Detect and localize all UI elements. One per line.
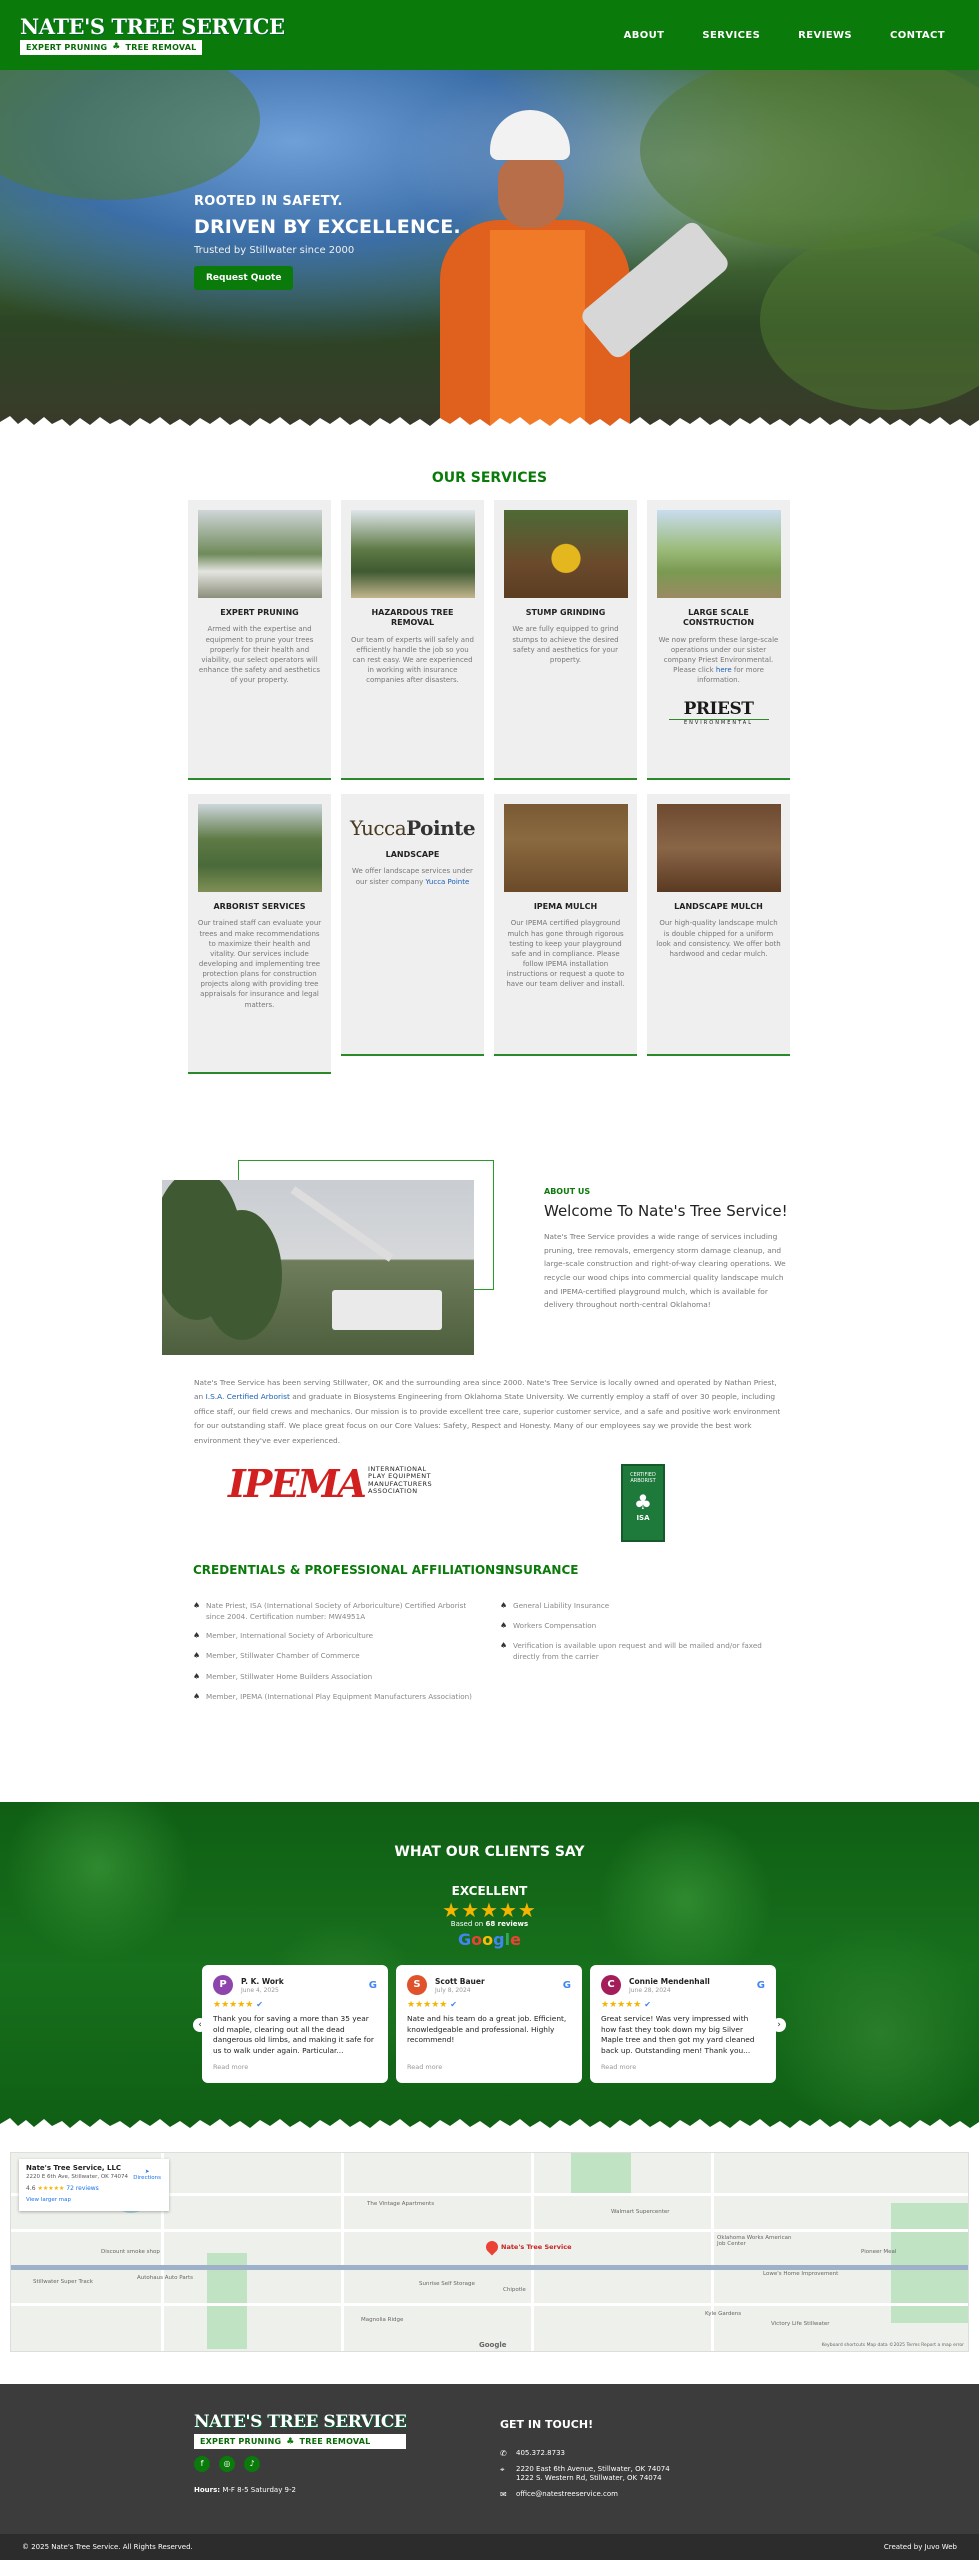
priest-logo-sub: ENVIRONMENTAL — [669, 719, 769, 726]
service-card-pruning[interactable] — [188, 500, 331, 780]
hero-banner — [0, 70, 979, 430]
about-title: Welcome To Nate's Tree Service! — [544, 1202, 788, 1220]
list-item: ♠ Member, IPEMA (International Play Equipment Manufacturers Association) — [193, 1691, 483, 1702]
google-icon: G — [368, 1979, 377, 1991]
isa-bottom-text: ISA — [636, 1514, 650, 1522]
site-footer — [0, 2384, 979, 2534]
map-place-card — [19, 2159, 169, 2211]
email-icon: ✉ — [500, 2489, 507, 2499]
map-road — [11, 2229, 969, 2232]
google-map-logo: Google — [479, 2341, 507, 2349]
map-pin-label: Nate's Tree Service — [501, 2243, 572, 2251]
read-more-link[interactable]: Read more — [601, 2063, 637, 2071]
service-card-arborist[interactable] — [188, 794, 331, 1074]
review-count — [0, 1920, 979, 1928]
about-history-text: Nate's Tree Service has been serving Stillwater, OK and the surrounding area since 2000. Nate's Tree Service is locally owned and operated by Nathan Priest, an — [194, 1378, 777, 1402]
map-park — [571, 2153, 631, 2193]
about-truck — [332, 1290, 442, 1330]
map-reviews-link[interactable]: 72 reviews — [66, 2185, 99, 2192]
nav-reviews[interactable]: REVIEWS — [798, 29, 853, 41]
service-card-removal[interactable] — [341, 500, 484, 780]
avatar: C — [601, 1975, 621, 1995]
hero-face — [498, 158, 564, 228]
footer-bottom-bar — [0, 2534, 979, 2560]
service-name: HAZARDOUS TREE REMOVAL — [371, 608, 454, 628]
credentials-title: CREDENTIALS & PROFESSIONAL AFFILIATIONS — [193, 1563, 504, 1577]
hero-text — [194, 194, 461, 290]
map-road — [711, 2153, 714, 2352]
list-item: ♠ General Liability Insurance — [500, 1600, 770, 1611]
read-more-link[interactable]: Read more — [213, 2063, 249, 2071]
stump-photo — [504, 510, 628, 598]
list-item: ♠ Member, International Society of Arboriculture — [193, 1630, 483, 1641]
about-bucket-truck-photo — [162, 1180, 474, 1355]
verified-icon: ✔ — [644, 2000, 651, 2009]
reviews-section — [0, 1802, 979, 2132]
service-card-landscape[interactable] — [341, 794, 484, 1056]
map-label: Victory Life Stillwater — [771, 2321, 830, 2327]
map-label: Autohaus Auto Parts — [137, 2275, 193, 2281]
review-text: Thank you for saving a more than 35 year old maple, clearing out all the dead dangerous old limbs, and making it safe for us to walk under again. Particular... — [213, 2014, 374, 2056]
google-letter: l — [504, 1930, 511, 1949]
service-card-landscape-mulch[interactable] — [647, 794, 790, 1056]
read-more-link[interactable]: Read more — [407, 2063, 443, 2071]
map-label: Chipotle — [503, 2287, 526, 2293]
reviews-title: WHAT OUR CLIENTS SAY — [394, 1844, 585, 1860]
address-line: 1222 S. Western Rd, Stillwater, OK 74074 — [516, 2474, 662, 2483]
service-name: IPEMA MULCH — [533, 902, 598, 911]
copyright: © 2025 Nate's Tree Service. All Rights Reserved. — [22, 2543, 193, 2551]
map-label: Walmart Supercenter — [611, 2209, 670, 2215]
ipema-logo — [228, 1462, 446, 1506]
google-letter: g — [493, 1930, 505, 1949]
google-map[interactable] — [10, 2152, 969, 2352]
google-icon: G — [756, 1979, 765, 1991]
isa-certified-arborist-logo — [621, 1464, 665, 1542]
reviewer-name: Scott Bauer — [435, 1976, 485, 1986]
pruning-photo — [198, 510, 322, 598]
map-place-name: Nate's Tree Service, LLC — [26, 2164, 122, 2172]
services-title: OUR SERVICES — [431, 470, 548, 486]
about-description: Nate's Tree Service provides a wide range of services including pruning, tree removals, emergency storm damage cleanup, and large-scale construction and right-of-way clearing operations. We recycle our wood chips into commercial quality landscape mulch and IPEMA-certified playground mulch, which is available for delivery throughout north-central Oklahoma! — [544, 1232, 786, 1310]
map-label: The Vintage Apartments — [367, 2201, 435, 2207]
google-letter: o — [482, 1930, 494, 1949]
service-card-stump[interactable] — [494, 500, 637, 780]
service-desc — [656, 635, 781, 686]
review-stars-icon: ★★★★★ ✔ — [213, 2000, 263, 2010]
review-text: Great service! Was very impressed with how fast they took down my big Silver Maple tree and then got my yard cleaned back up. Outstanding men! Thank you... — [601, 2014, 755, 2056]
service-desc: Armed with the expertise and equipment to prune your trees properly for their health and viability, our select operators will enhance the safety and aesthetics of your property. — [198, 625, 321, 685]
created-by-link[interactable]: Created by Juvo Web — [883, 2543, 957, 2551]
yucca-logo-word: Yucca — [350, 816, 407, 840]
google-letter: G — [458, 1930, 472, 1949]
google-icon: G — [562, 1979, 571, 1991]
list-item: ♠ Nate Priest, ISA (International Society of Arboriculture) Certified Arborist since 2004. Certification number: MW4951A — [193, 1600, 483, 1622]
address-text — [516, 2465, 670, 2483]
isa-top-text: CERTIFIED ARBORIST — [630, 1472, 656, 1484]
priest-environmental-logo[interactable] — [669, 699, 769, 726]
review-count-value: 68 reviews — [485, 1920, 529, 1928]
map-label: Magnolia Ridge — [361, 2317, 404, 2323]
site-logo[interactable] — [20, 13, 285, 55]
map-icon: ⌖ — [500, 2465, 505, 2475]
site-header — [0, 0, 979, 70]
about-boom — [291, 1186, 394, 1261]
map-label: Oklahoma Works American Job Center — [717, 2235, 792, 2247]
review-date: June 4, 2025 — [241, 1986, 279, 1994]
isa-arborist-link[interactable]: I.S.A. Certified Arborist — [205, 1392, 290, 1402]
phone-text: 405.372.8733 — [516, 2449, 565, 2457]
about-kicker: ABOUT US — [544, 1187, 591, 1196]
view-larger-map-link[interactable]: View larger map — [26, 2197, 71, 2203]
social-links — [194, 2456, 260, 2472]
ipema-wordmark: IPEMA — [228, 1461, 365, 1506]
insurance-title: INSURANCE — [500, 1563, 579, 1577]
grass-divider — [0, 416, 979, 432]
about-history-text: and graduate in Biosystems Engineering from Oklahoma State University. We currently employ a staff of over 30 people, including office staff, our field crews and mechanics. Our mission is to provide excellent tree care, superior customer service, and a safe and positive work environment for our outstanding staff. We place great focus on our Core Values: Safety, Respect and Honesty. Many of our employees say we provide the best work environment they've ever experienced. — [194, 1392, 781, 1445]
map-label: Pioneer Meal — [861, 2249, 897, 2255]
leaf-icon: ♣ — [112, 42, 121, 52]
hero-vest — [490, 230, 585, 430]
request-quote-button[interactable]: Request Quote — [194, 266, 293, 290]
hero-subtitle: Trusted by Stillwater since 2000 — [194, 245, 355, 256]
yucca-pointe-logo[interactable] — [350, 816, 475, 840]
logo-tagline-left: EXPERT PRUNING — [26, 42, 108, 52]
map-label: Sunrise Self Storage — [419, 2281, 475, 2287]
review-count-prefix: Based on — [450, 1920, 486, 1928]
map-place-rating — [26, 2185, 162, 2192]
google-letter: o — [471, 1930, 483, 1949]
logo-tagline — [20, 40, 202, 55]
service-desc: Our high-quality landscape mulch is double chipped for a uniform look and consistency. We offer both hardwood and cedar mulch. — [656, 919, 781, 958]
ipema-tagline-line: INTERNATIONAL — [368, 1465, 427, 1473]
leaf-icon: ♣ — [286, 2436, 295, 2447]
map-road — [341, 2153, 344, 2352]
service-name: EXPERT PRUNING — [220, 608, 299, 617]
review-stars-icon: ★★★★★ ✔ — [601, 2000, 651, 2010]
services-grid — [188, 500, 791, 1074]
service-desc-text: We offer landscape services under our sister company — [352, 867, 473, 886]
hours-label: Hours: — [194, 2486, 221, 2494]
review-stars-icon: ★★★★★ ✔ — [407, 2000, 457, 2010]
mulch-photo — [504, 804, 628, 892]
contact-list — [500, 2449, 670, 2506]
map-label: Lowe's Home Improvement — [763, 2271, 839, 2277]
main-nav — [624, 30, 945, 41]
map-place-address: 2220 E 6th Ave, Stillwater, OK 74074 — [26, 2174, 129, 2180]
google-logo — [0, 1930, 979, 1949]
nav-services[interactable]: SERVICES — [702, 29, 761, 41]
about-tree — [202, 1210, 282, 1340]
email-text: office@natestreeservice.com — [516, 2489, 618, 2498]
directions-icon: ➤ — [144, 2169, 150, 2175]
rating-stars-icon: ★★★★★ — [37, 2185, 65, 2192]
grass-divider — [0, 2118, 979, 2134]
nav-about[interactable]: ABOUT — [623, 29, 665, 41]
avatar: P — [213, 1975, 233, 1995]
insurance-list — [500, 1600, 770, 1663]
map-label: Stillwater Super Track — [33, 2279, 93, 2285]
service-card-ipema-mulch[interactable] — [494, 794, 637, 1056]
footer-logo[interactable] — [194, 2414, 406, 2449]
review-date: June 28, 2024 — [629, 1986, 671, 1994]
hero-title: DRIVEN BY EXCELLENCE. — [194, 216, 461, 238]
avatar: S — [407, 1975, 427, 1995]
service-desc: Our trained staff can evaluate your trees and make recommendations to maximize their health and vitality. Our services include developing and implementing tree protection plans for construction projects along with providing tree appraisals for insurance and legal matters. — [197, 919, 322, 1009]
logo-tagline — [194, 2434, 406, 2449]
map-road — [11, 2303, 969, 2306]
list-item: ♠ Member, Stillwater Home Builders Association — [193, 1671, 483, 1682]
logo-wordmark: NATE'S TREE SERVICE — [20, 13, 285, 39]
review-text: Nate and his team do a great job. Efficient, knowledgeable and professional. Highly recommend! — [407, 2014, 567, 2045]
directions-label: Directions — [133, 2175, 161, 2181]
map-rating-value: 4.6 — [26, 2185, 36, 2192]
contact-phone[interactable] — [500, 2449, 670, 2459]
service-desc-text: for more information. — [697, 666, 764, 685]
hero-helmet — [490, 110, 570, 160]
location-pin-icon[interactable] — [484, 2239, 501, 2256]
list-item: ♠ Workers Compensation — [500, 1620, 770, 1631]
service-name: LANDSCAPE MULCH — [674, 902, 763, 911]
review-card — [590, 1965, 776, 2083]
service-desc — [350, 866, 475, 886]
service-desc-text: We now preform these large-scale operations under our sister company Priest Environmental. Please click — [658, 635, 779, 675]
service-desc: Our IPEMA certified playground mulch has gone through rigorous testing to keep your playground safe and in compliance. Please follow IPEMA installation instructions or request a quote to have our team deliver and install. — [506, 919, 625, 989]
yucca-logo-word: Pointe — [406, 816, 476, 840]
service-name: LARGE SCALE CONSTRUCTION — [682, 608, 755, 628]
hero-foliage — [0, 70, 260, 200]
verified-icon: ✔ — [256, 2000, 263, 2009]
ipema-tagline-line: PLAY EQUIPMENT — [368, 1472, 432, 1481]
service-name: ARBORIST SERVICES — [213, 902, 306, 911]
hero-arborist-photo — [430, 110, 670, 430]
ipema-tagline — [368, 1466, 432, 1496]
directions-button[interactable] — [133, 2169, 161, 2181]
landscape-mulch-photo — [657, 804, 781, 892]
contact-title: GET IN TOUCH! — [500, 2418, 594, 2431]
carousel-prev-button[interactable]: ‹ — [193, 2018, 207, 2032]
logo-tagline-right: TREE REMOVAL — [125, 42, 197, 52]
service-card-construction[interactable] — [647, 500, 790, 780]
map-highway — [11, 2265, 969, 2270]
about-history — [194, 1376, 785, 1448]
review-date: July 8, 2024 — [435, 1986, 471, 1994]
rating-word: EXCELLENT — [451, 1884, 528, 1898]
service-name: LANDSCAPE — [385, 850, 440, 859]
map-label: Discount smoke shop — [101, 2249, 160, 2255]
ipema-tagline-line: MANUFACTURERS — [368, 1479, 433, 1488]
google-letter: e — [510, 1930, 521, 1949]
review-card — [202, 1965, 388, 2083]
removal-photo — [351, 510, 475, 598]
construction-photo — [657, 510, 781, 598]
leaf-icon: ♣ — [634, 1490, 652, 1514]
service-desc: We are fully equipped to grind stumps to achieve the desired safety and aesthetics for your property. — [512, 625, 619, 664]
address-line: 2220 East 6th Avenue, Stillwater, OK 74074 — [516, 2465, 670, 2474]
review-card — [396, 1965, 582, 2083]
logo-wordmark: NATE'S TREE SERVICE — [194, 2412, 407, 2432]
rating-stars-icon: ★★★★★ — [442, 1898, 537, 1922]
verified-icon: ✔ — [450, 2000, 457, 2009]
credentials-list — [193, 1600, 483, 1702]
logo-tagline-right: TREE REMOVAL — [299, 2437, 371, 2446]
contact-email[interactable] — [500, 2490, 670, 2500]
instagram-icon[interactable]: ◎ — [219, 2456, 235, 2472]
nav-contact[interactable]: CONTACT — [890, 29, 945, 41]
service-name: STUMP GRINDING — [525, 608, 606, 617]
reviewer-name: Connie Mendenhall — [629, 1976, 710, 1986]
list-item: ♠ Member, Stillwater Chamber of Commerce — [193, 1650, 483, 1661]
tiktok-icon[interactable]: ♪ — [244, 2456, 260, 2472]
hero-foliage — [760, 230, 979, 410]
yucca-pointe-link[interactable]: Yucca Pointe — [425, 877, 470, 886]
hero-kicker: ROOTED IN SAFETY. — [194, 194, 343, 209]
facebook-icon[interactable]: f — [194, 2456, 210, 2472]
hours-value: M-F 8-5 Saturday 9-2 — [222, 2486, 296, 2494]
carousel-next-button[interactable]: › — [772, 2018, 786, 2032]
business-hours — [194, 2486, 296, 2494]
list-item: ♠ Verification is available upon request and will be mailed and/or faxed directly from the carrier — [500, 1640, 770, 1662]
arborist-photo — [198, 804, 322, 892]
priest-logo-word: PRIEST — [683, 699, 754, 720]
map-attribution[interactable]: Keyboard shortcuts Map data ©2025 Terms Report a map error — [821, 2343, 964, 2348]
logo-tagline-left: EXPERT PRUNING — [200, 2437, 282, 2446]
contact-address[interactable] — [500, 2465, 670, 2483]
reviewer-name: P. K. Work — [241, 1976, 284, 1986]
phone-icon: ✆ — [500, 2449, 507, 2458]
ipema-tagline-line: ASSOCIATION — [368, 1487, 418, 1496]
map-label: Kyle Gardens — [705, 2311, 742, 2317]
service-desc: Our team of experts will safely and efficiently handle the job so you can rest easy. We are experienced in working with insurance companies after disasters. — [351, 635, 474, 685]
priest-link[interactable]: here — [715, 666, 732, 675]
map-road — [531, 2153, 534, 2352]
